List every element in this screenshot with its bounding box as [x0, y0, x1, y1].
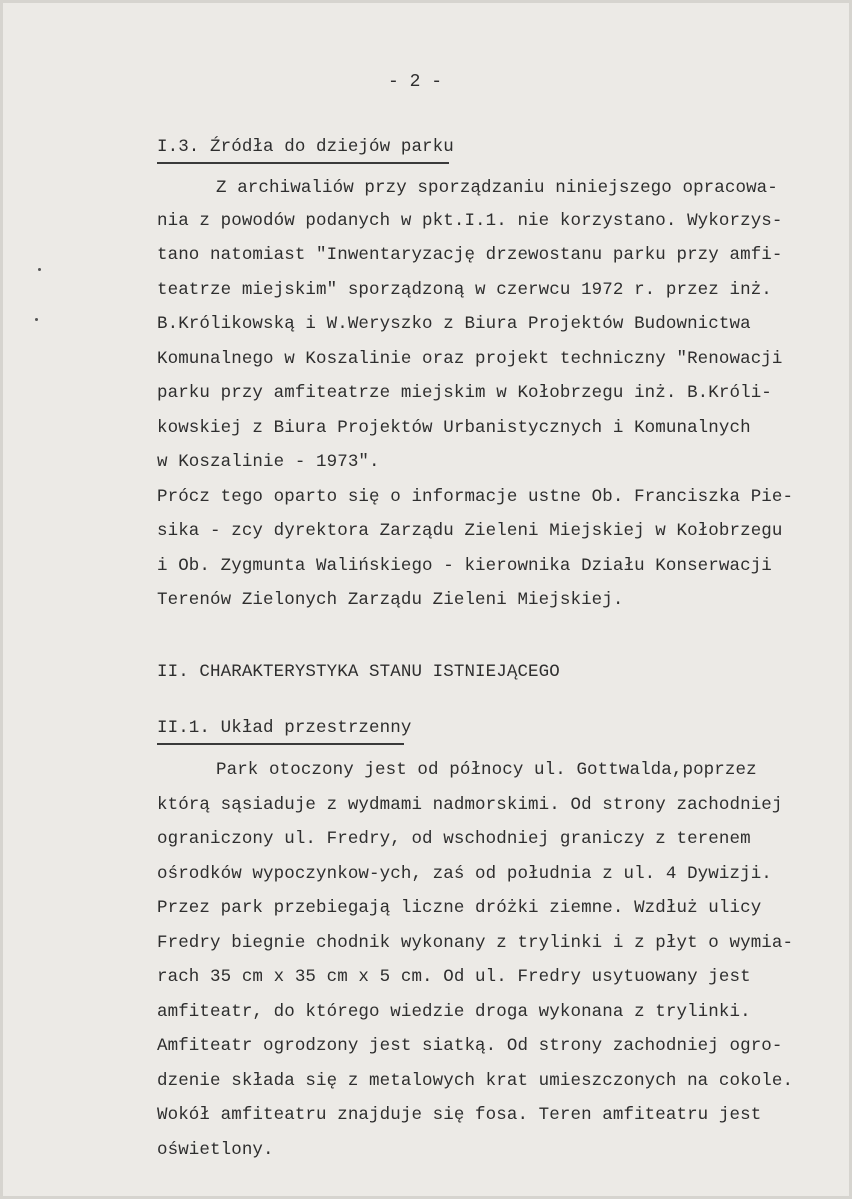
- paragraph-line: teatrze miejskim" sporządzoną w czerwcu 1972 r. przez inż.: [157, 280, 772, 300]
- scan-speck: [38, 268, 41, 271]
- scan-speck: [35, 318, 38, 321]
- paragraph-line: tano natomiast "Inwentaryzację drzewostanu parku przy amfi-: [157, 245, 783, 265]
- heading-underline: [157, 743, 404, 745]
- paragraph-line: oświetlony.: [157, 1140, 274, 1160]
- paragraph-line: amfiteatr, do którego wiedzie droga wykonana z trylinki.: [157, 1002, 751, 1022]
- paragraph-line: i Ob. Zygmunta Walińskiego - kierownika Działu Konserwacji: [157, 556, 772, 576]
- page-number: - 2 -: [388, 72, 443, 92]
- paragraph-line: Przez park przebiegają liczne dróżki ziemne. Wzdłuż ulicy: [157, 898, 762, 918]
- paragraph-line: sika - zcy dyrektora Zarządu Zieleni Miejskiej w Kołobrzegu: [157, 521, 783, 541]
- paragraph-line: Z archiwaliów przy sporządzaniu niniejszego opracowa-: [216, 178, 778, 198]
- heading-underline: [157, 162, 449, 164]
- paragraph-line: Terenów Zielonych Zarządu Zieleni Miejskiej.: [157, 590, 624, 610]
- paragraph-line: Park otoczony jest od północy ul. Gottwalda,poprzez: [216, 760, 757, 780]
- paragraph-line: dzenie składa się z metalowych krat umieszczonych na cokole.: [157, 1071, 794, 1091]
- paragraph-line: kowskiej z Biura Projektów Urbanistycznych i Komunalnych: [157, 418, 751, 438]
- paragraph-line: ośrodków wypoczynkow-ych, zaś od południa z ul. 4 Dywizji.: [157, 864, 772, 884]
- paragraph-line: w Koszalinie - 1973".: [157, 452, 380, 472]
- paragraph-line: Wokół amfiteatru znajduje się fosa. Teren amfiteatru jest: [157, 1105, 762, 1125]
- paragraph-line: ograniczony ul. Fredry, od wschodniej graniczy z terenem: [157, 829, 751, 849]
- paragraph-line: nia z powodów podanych w pkt.I.1. nie korzystano. Wykorzys-: [157, 211, 783, 231]
- paragraph-line: Komunalnego w Koszalinie oraz projekt techniczny "Renowacji: [157, 349, 783, 369]
- section-heading-2-1: II.1. Układ przestrzenny: [157, 718, 412, 738]
- paragraph-line: Amfiteatr ogrodzony jest siatką. Od strony zachodniej ogro-: [157, 1036, 783, 1056]
- paragraph-line: rach 35 cm x 35 cm x 5 cm. Od ul. Fredry usytuowany jest: [157, 967, 751, 987]
- section-heading-1-3: I.3. Źródła do dziejów parku: [157, 137, 454, 157]
- paragraph-line: parku przy amfiteatrze miejskim w Kołobrzegu inż. B.Króli-: [157, 383, 772, 403]
- paragraph-line: Fredry biegnie chodnik wykonany z trylinki i z płyt o wymia-: [157, 933, 794, 953]
- chapter-heading-2: II. CHARAKTERYSTYKA STANU ISTNIEJĄCEGO: [157, 662, 560, 682]
- paragraph-line: którą sąsiaduje z wydmami nadmorskimi. Od strony zachodniej: [157, 795, 783, 815]
- paragraph-line: B.Królikowską i W.Weryszko z Biura Projektów Budownictwa: [157, 314, 751, 334]
- paragraph-line: Prócz tego oparto się o informacje ustne Ob. Franciszka Pie-: [157, 487, 794, 507]
